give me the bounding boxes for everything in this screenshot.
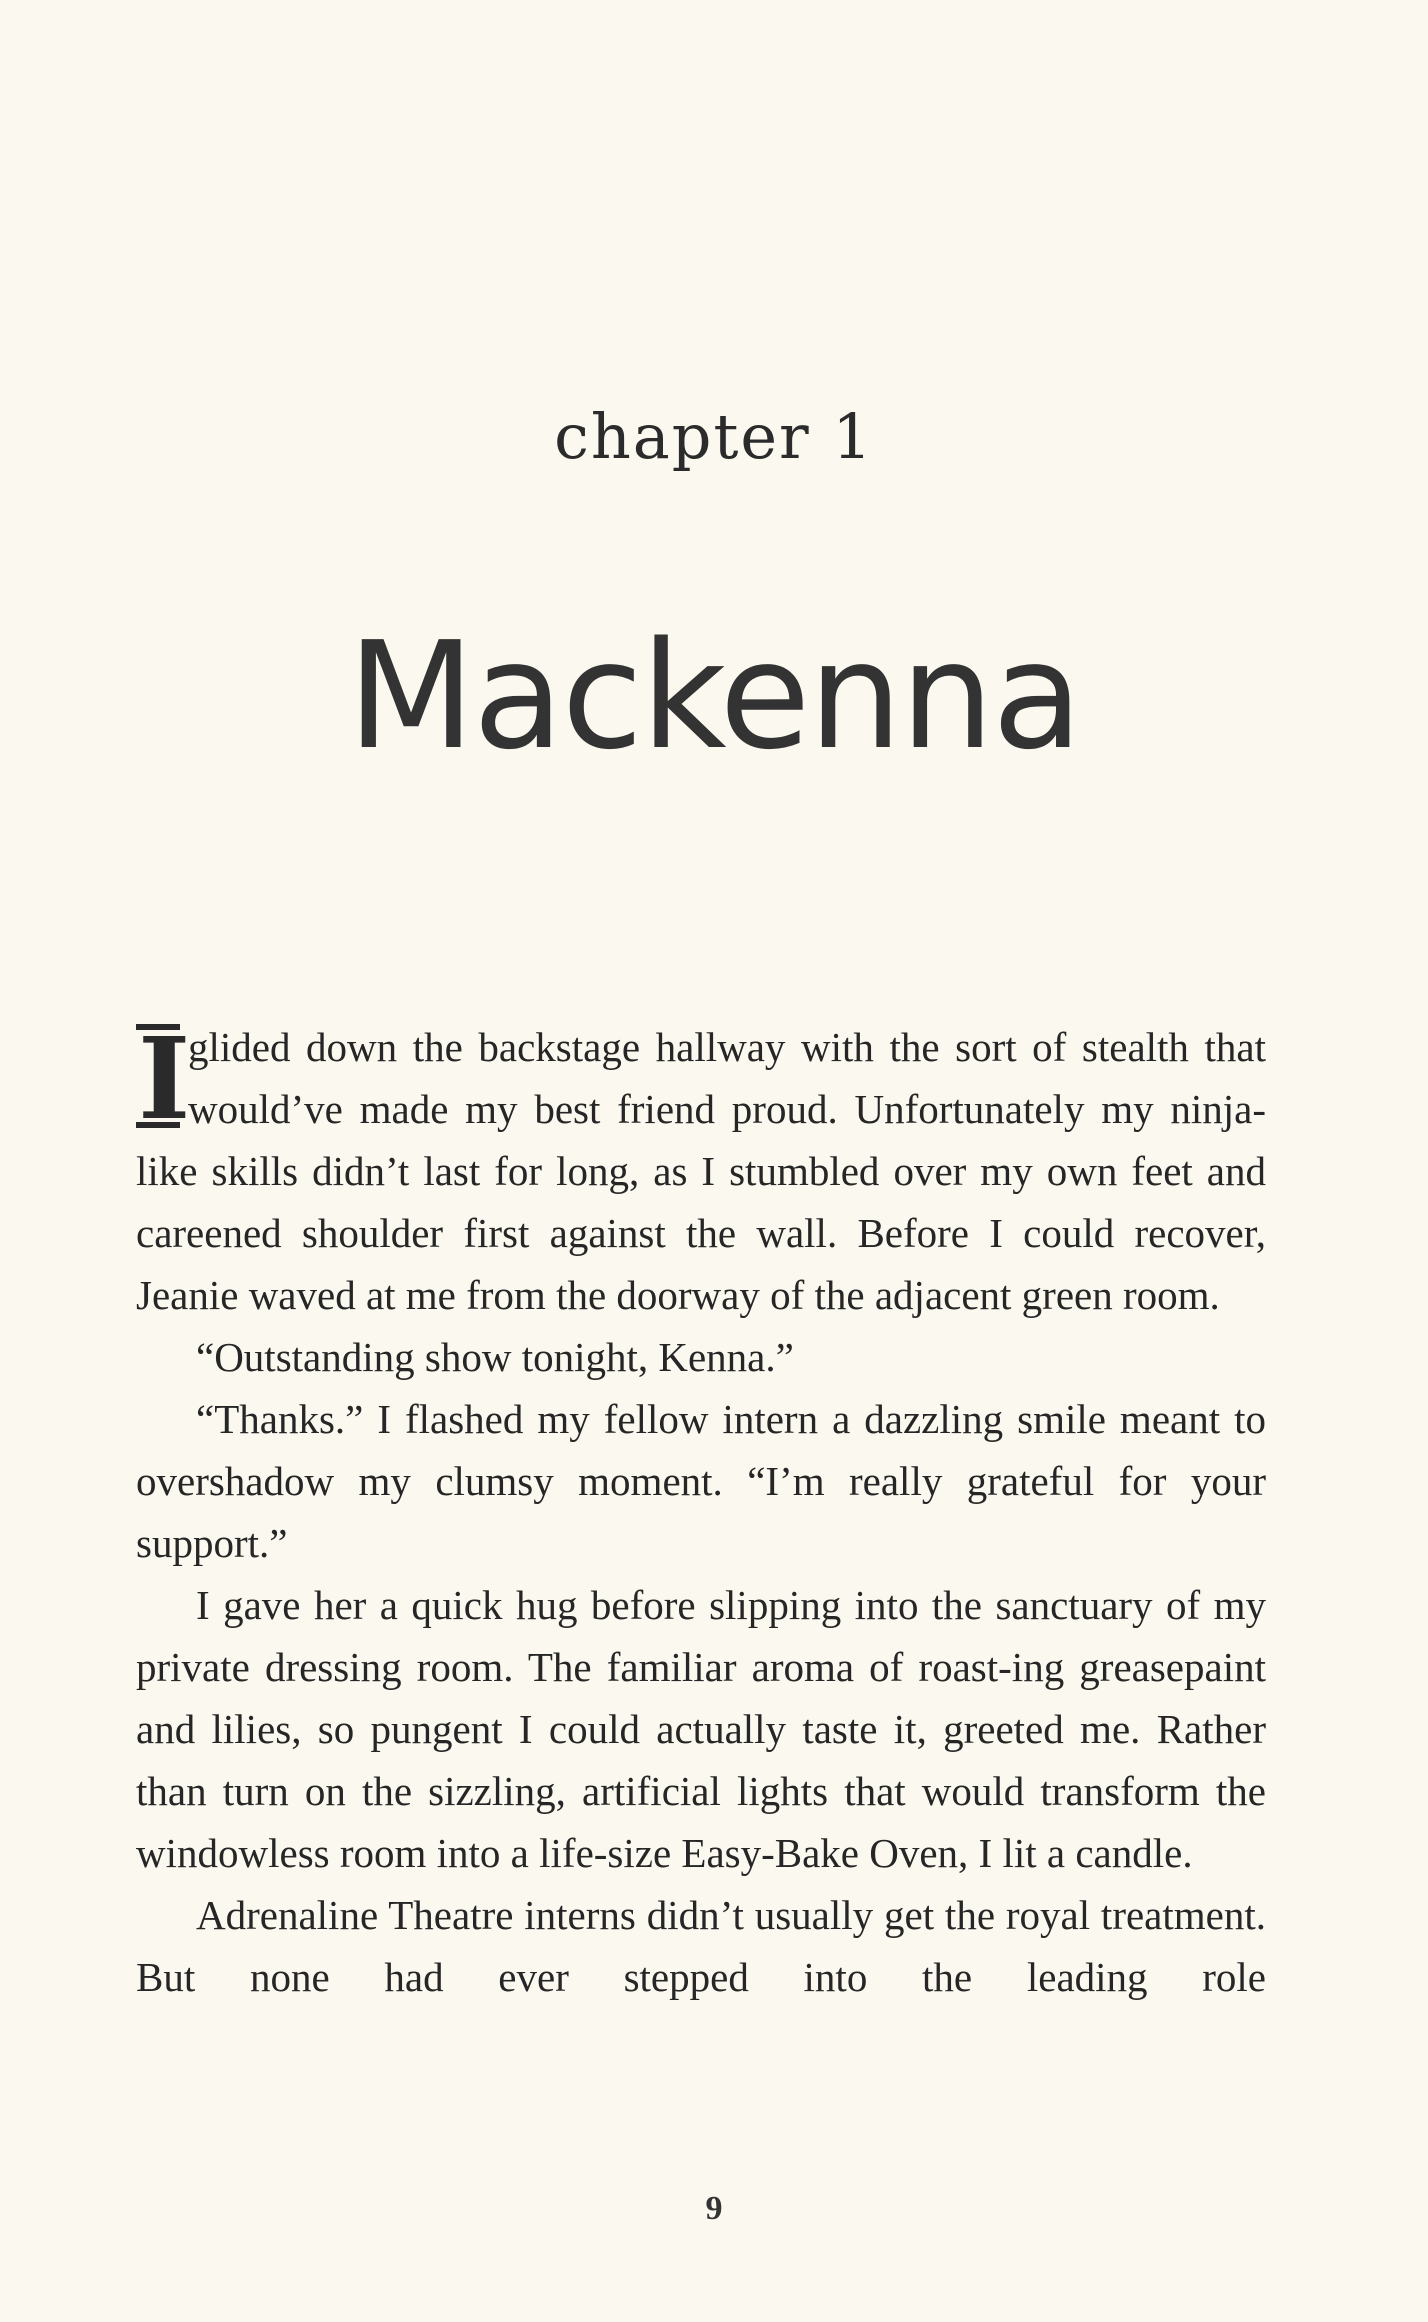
paragraph: I gave her a quick hug before slipping into the sanctuary of my private dressing room. The familiar aroma of roast-ing greasepaint and lilies, so pungent I could actually taste it, greeted me. Rather than turn on the sizzling, artificial lights that would transform the windowless room into a life-size Easy-Bake Oven, I lit a candle.	[136, 1582, 1266, 1876]
chapter-label: chapter 1	[554, 400, 874, 473]
paragraph	[136, 1016, 1266, 1326]
paragraph: “Thanks.” I flashed my fellow intern a dazzling smile meant to overshadow my clumsy moment. “I’m really grateful for your support.”	[136, 1396, 1266, 1566]
body-text	[136, 1016, 1266, 2008]
paragraph: “Outstanding show tonight, Kenna.”	[196, 1334, 794, 1380]
paragraph-text: glided down the backstage hallway with the sort of stealth that would’ve made my best friend proud. Unfortunately my ninja-like skills didn’t last for long, as I stumbled over my own feet and careened shoulder first against the wall. Before I could recover, Jeanie waved at me from the doorway of the adjacent green room.	[136, 1024, 1266, 1318]
page-number: 9	[705, 2190, 723, 2227]
chapter-title: Mackenna	[347, 610, 1081, 782]
paragraph: Adrenaline Theatre interns didn’t usually get the royal treatment. But none had ever stepped into the leading role	[136, 1892, 1266, 2000]
drop-cap: I	[138, 1014, 191, 1145]
